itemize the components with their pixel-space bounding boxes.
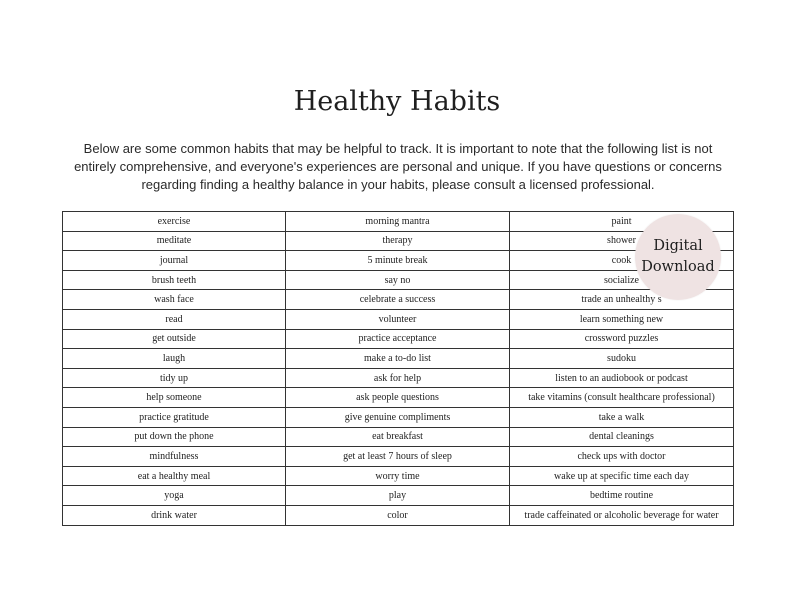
table-row: [63, 368, 734, 388]
habits-table: [62, 211, 734, 526]
habit-cell: listen to an audiobook or podcast: [510, 368, 734, 388]
habit-cell: yoga: [63, 486, 286, 506]
habit-cell: brush teeth: [63, 270, 286, 290]
habit-cell: practice gratitude: [63, 407, 286, 427]
table-row: [63, 466, 734, 486]
habit-cell: therapy: [286, 231, 510, 251]
habit-cell: celebrate a success: [286, 290, 510, 310]
habit-cell: journal: [63, 251, 286, 271]
table-row: [63, 212, 734, 232]
habit-cell: help someone: [63, 388, 286, 408]
table-row: [63, 505, 734, 525]
habit-cell: wake up at specific time each day: [510, 466, 734, 486]
habit-cell: get outside: [63, 329, 286, 349]
table-row: [63, 388, 734, 408]
badge-line-2: Download: [641, 259, 715, 275]
habit-cell: make a to-do list: [286, 349, 510, 369]
table-row: [63, 309, 734, 329]
habit-cell: worry time: [286, 466, 510, 486]
table-row: [63, 427, 734, 447]
habit-cell: eat a healthy meal: [63, 466, 286, 486]
habit-cell: take vitamins (consult healthcare professional): [510, 388, 734, 408]
table-row: [63, 447, 734, 467]
badge-line-1: Digital: [653, 238, 703, 254]
habit-cell: say no: [286, 270, 510, 290]
table-row: [63, 251, 734, 271]
habit-cell: morning mantra: [286, 212, 510, 232]
habit-cell: play: [286, 486, 510, 506]
table-row: [63, 407, 734, 427]
habit-cell: give genuine compliments: [286, 407, 510, 427]
habit-cell: drink water: [63, 505, 286, 525]
habit-cell: sudoku: [510, 349, 734, 369]
habit-cell: wash face: [63, 290, 286, 310]
habit-cell: trade caffeinated or alcoholic beverage for water: [510, 505, 734, 525]
intro-paragraph: Below are some common habits that may be helpful to track. It is important to note that the following list is not entirely comprehensive, and everyone's experiences are personal and unique. If you have questions or concerns regarding finding a healthy balance in your habits, please consult a licensed professional.: [74, 141, 722, 192]
table-row: [63, 329, 734, 349]
habit-cell: paint: [510, 212, 734, 232]
habit-cell: bedtime routine: [510, 486, 734, 506]
table-row: [63, 486, 734, 506]
habit-cell: laugh: [63, 349, 286, 369]
table-row: [63, 290, 734, 310]
habit-cell: learn something new: [510, 309, 734, 329]
page-title: Healthy Habits: [293, 86, 501, 117]
habit-cell: dental cleanings: [510, 427, 734, 447]
habit-cell: put down the phone: [63, 427, 286, 447]
habit-cell: trade an unhealthy s: [510, 290, 734, 310]
habit-cell: ask people questions: [286, 388, 510, 408]
habit-cell: cook: [510, 251, 734, 271]
habit-cell: mindfulness: [63, 447, 286, 467]
habit-cell: take a walk: [510, 407, 734, 427]
digital-download-badge: [635, 214, 721, 300]
habit-cell: exercise: [63, 212, 286, 232]
habit-cell: tidy up: [63, 368, 286, 388]
habit-cell: shower: [510, 231, 734, 251]
habit-cell: read: [63, 309, 286, 329]
habit-cell: ask for help: [286, 368, 510, 388]
habits-table-body: [63, 212, 734, 526]
habit-cell: color: [286, 505, 510, 525]
habit-cell: get at least 7 hours of sleep: [286, 447, 510, 467]
habit-cell: socialize: [510, 270, 734, 290]
table-row: [63, 270, 734, 290]
table-row: [63, 349, 734, 369]
habit-cell: check ups with doctor: [510, 447, 734, 467]
habit-cell: 5 minute break: [286, 251, 510, 271]
habit-cell: crossword puzzles: [510, 329, 734, 349]
habit-cell: practice acceptance: [286, 329, 510, 349]
table-row: [63, 231, 734, 251]
habit-cell: meditate: [63, 231, 286, 251]
habit-cell: volunteer: [286, 309, 510, 329]
habit-cell: eat breakfast: [286, 427, 510, 447]
